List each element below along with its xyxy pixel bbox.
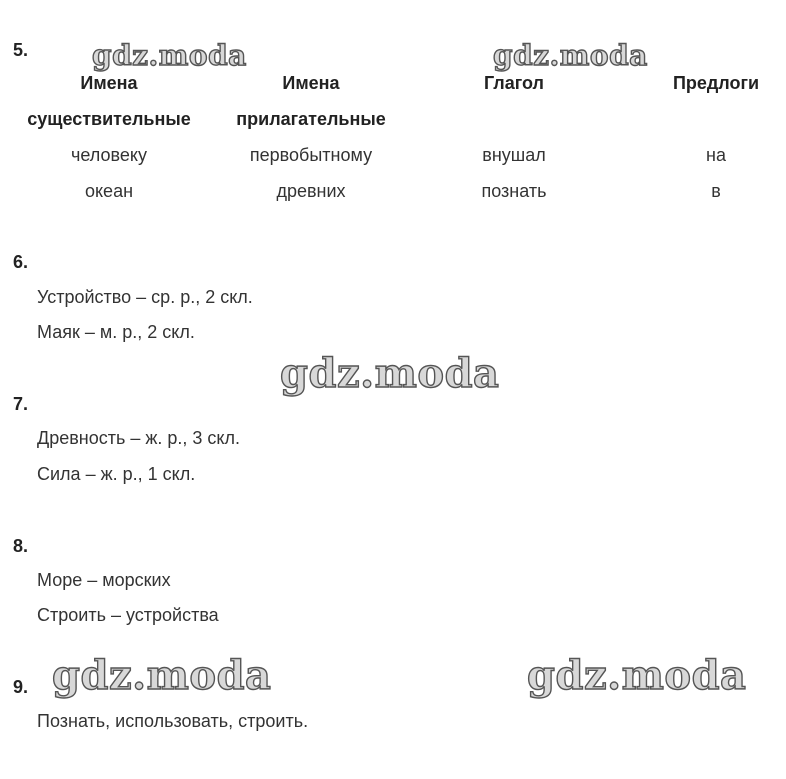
header-nouns: Имена	[80, 73, 138, 93]
task-number-5: 5.	[13, 40, 29, 60]
table-cell: человеку	[71, 145, 147, 165]
watermark: gdz.moda	[92, 39, 247, 72]
header-nouns-line2: существительные	[27, 109, 191, 129]
answer-line: Маяк – м. р., 2 скл.	[37, 322, 195, 342]
table-cell: в	[711, 181, 721, 201]
header-verb: Глагол	[484, 73, 544, 93]
table-cell: на	[706, 145, 726, 165]
table-cell: внушал	[482, 145, 546, 165]
answer-line: Познать, использовать, строить.	[37, 711, 309, 731]
answer-line: Сила – ж. р., 1 скл.	[37, 464, 196, 484]
task-number-7: 7.	[13, 394, 29, 414]
table-cell: познать	[481, 181, 547, 201]
answer-line: Древность – ж. р., 3 скл.	[37, 428, 241, 448]
task-number-6: 6.	[13, 252, 29, 272]
answer-line: Строить – устройства	[37, 605, 219, 625]
answer-line: Море – морских	[37, 570, 171, 590]
watermark: gdz.moda	[52, 652, 272, 699]
header-adjectives: Имена	[282, 73, 340, 93]
task-number-9: 9.	[13, 677, 29, 697]
table-cell: древних	[276, 181, 346, 201]
table-cell: первобытному	[249, 145, 373, 165]
header-prepositions: Предлоги	[672, 73, 760, 93]
watermark: gdz.moda	[280, 350, 500, 397]
watermark: gdz.moda	[527, 652, 747, 699]
table-cell: океан	[84, 181, 134, 201]
task-number-8: 8.	[13, 536, 29, 556]
watermark: gdz.moda	[493, 39, 648, 72]
answer-line: Устройство – ср. р., 2 скл.	[37, 287, 253, 307]
header-adjectives-line2: прилагательные	[236, 109, 386, 129]
